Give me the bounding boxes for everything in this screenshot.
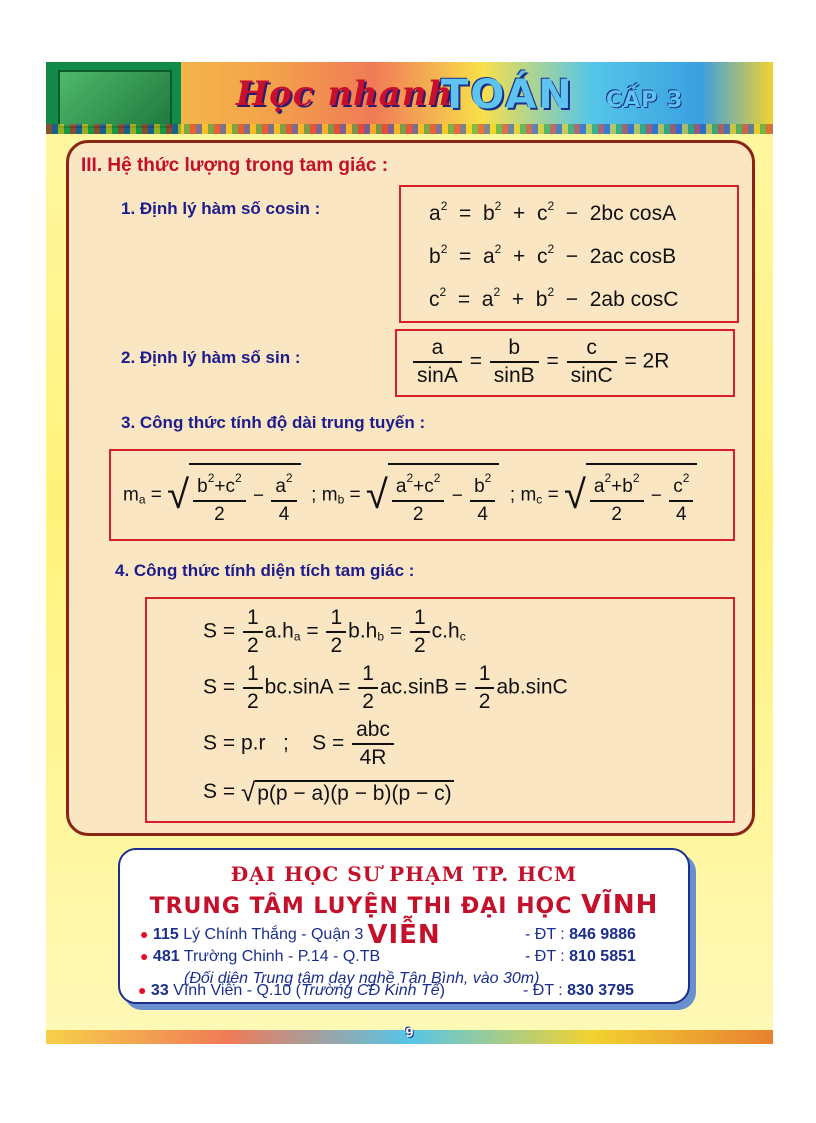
cosine-formula-a: $a^2 = b^2 + c^2 - 2bc$ cosA [429,199,677,225]
header-stripe [46,124,773,134]
address-row-2 [140,948,680,966]
phone-number: 810 5851 [569,948,636,965]
phone-label: - ĐT : [525,948,565,965]
page [46,62,773,1044]
address-number: 33 [150,982,169,999]
section-title [81,155,388,177]
median-formula-box [109,449,735,541]
center-label: TRUNG TÂM LUYỆN THI ĐẠI HỌC [149,894,573,919]
section-title-text: Hệ thức lượng trong tam giác : [107,155,389,176]
address-note: (Đối diện Trung tâm dạy nghề Tân Bình, vào 30m) [184,970,540,987]
area-formula-sine: S = $\frac{1}{2}$ bc.sinA = $\frac{1}{2}$ ac.sinB = $\frac{1}{2}$ ab.sinC [203,662,568,713]
area-formula-box [145,597,735,823]
median-formula: $m_a$ = √ $\frac{b^2+c^2}{2}$ − $\frac{a^2}{4}$ ; $m_b$ = √ $\frac{a^2+c^2}{2}$ − $\frac{b^2}{4}$ ; $m_c$ = √ $\frac{a^2+b^2}{2}$ − $\frac{c^2}{4}$ [123,463,697,528]
address-row-1 [140,926,680,944]
median-label: 3. Công thức tính độ dài trung tuyến : [121,413,426,432]
bullet-icon: ● [140,926,149,942]
cosine-formula-box [399,185,739,323]
address-row-3 [138,982,678,1000]
phone-label: - ĐT : [525,926,565,943]
cosine-label: 1. Định lý hàm số cosin : [121,199,321,218]
address-number: 481 [152,948,180,965]
formula-card [66,140,755,836]
phone-number: 830 3795 [567,982,634,999]
header-title-main: TOÁN [441,72,574,118]
cosine-formula-c: $c^2 = a^2 + b^2 - 2ab$ cosC [429,285,679,311]
section-number: III. [81,155,103,176]
phone-number: 846 9886 [569,926,636,943]
area-formula-heron: S = √p(p − a)(p − b)(p − c) [203,777,452,807]
address-text: Lý Chính Thắng - Quận 3 [183,926,364,943]
bullet-icon: ● [140,948,149,964]
address-number: 115 [152,926,179,943]
header-green-emblem [58,70,172,128]
sine-label: 2. Định lý hàm số sin : [121,348,301,367]
center-info-card [118,848,690,1004]
header-title-level: CẤP 3 [606,88,684,113]
area-formula-radius: S = p.r ; S = $\frac{\text{abc}}{4R}$ [203,717,396,771]
header-title-script: Học nhanh [236,74,454,114]
university-name: ĐẠI HỌC SƯ PHẠM TP. HCM [230,862,578,886]
center-name: VĨNH VIỄN [367,890,659,950]
sine-formula-box [395,329,735,397]
area-formula-height: S = $\frac{1}{2}$ $a.h_a$ = $\frac{1}{2}$ $b.h_b$ = $\frac{1}{2}$ $c.h_c$ [203,606,466,657]
sine-formula: $\frac{a}{\sin A}$ = $\frac{b}{\sin B}$ = $\frac{c}{\sin C}$ = 2R [411,335,669,389]
phone-label: - ĐT : [523,982,563,999]
address-text: Vĩnh Viễn - Q.10 ( [173,982,301,999]
cosine-formula-b: $b^2 = a^2 + c^2 - 2ac$ cosB [429,242,677,268]
address-text: Trường Chinh - P.14 - Q.TB [183,948,381,965]
header-banner [46,62,773,134]
page-number: 9 [405,1024,414,1040]
address-close: ) [439,982,445,999]
bullet-icon: ● [138,982,147,998]
area-label: 4. Công thức tính diện tích tam giác : [115,561,415,580]
address-italic: Trường CĐ Kinh Tế [300,982,440,999]
